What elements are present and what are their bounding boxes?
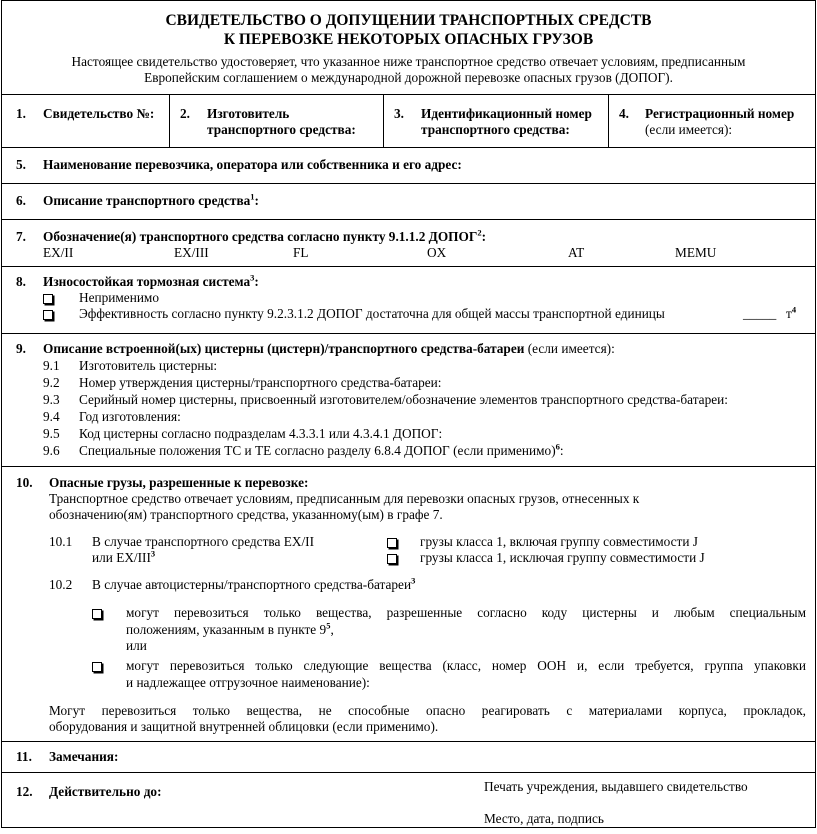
row-divider xyxy=(2,94,815,95)
option-listed-substances-line-1: могут перевозиться только следующие вещества (класс, номер ООН и, если требуется, группа упаковки xyxy=(126,658,806,673)
item-9-6-special-provisions xyxy=(79,443,564,459)
section-12-number: 12. xyxy=(16,784,33,799)
section-7-label: Обозначение(я) транспортного средства согласно пункту 9.1.1.2 ДОПОГ xyxy=(43,229,478,244)
field-1-number: 1. xyxy=(16,106,26,121)
certificate-intro xyxy=(2,54,815,86)
column-divider xyxy=(383,94,384,147)
item-9-4-number: 9.4 xyxy=(43,409,60,424)
item-9-5-text: Код цистерны согласно подразделам 4.3.3.1 или 4.3.4.1 ДОПОГ: xyxy=(79,426,443,441)
section-11-number: 11. xyxy=(16,749,32,764)
footnote-marker: 4 xyxy=(791,304,797,315)
field-3-vin-label-line-2: транспортного средства: xyxy=(421,122,570,137)
item-10-1-label-line-2 xyxy=(92,550,155,566)
checkbox-braking-sufficient[interactable] xyxy=(43,310,53,320)
option-braking-sufficient: Эффективность согласно пункту 9.2.3.1.2 ДОПОГ достаточна для общей массы транспортной единицы xyxy=(79,306,665,321)
section-10-note-line-2: оборудования и защитной внутренней облицовки (если применимо). xyxy=(49,719,439,734)
item-10-2-label-text: В случае автоцистерны/транспортного средства-батареи xyxy=(92,577,412,592)
certificate-header xyxy=(2,1,815,94)
field-3-number: 3. xyxy=(394,106,404,121)
checkbox-not-applicable[interactable] xyxy=(43,294,53,304)
item-9-1-text: Изготовитель цистерны: xyxy=(79,358,218,373)
option-tank-code-tail: , xyxy=(330,622,334,637)
row-divider xyxy=(2,333,815,334)
item-10-1-number: 10.1 xyxy=(49,534,73,549)
section-11-remarks-label: Замечания: xyxy=(49,749,119,764)
section-12-valid-until-label: Действительно до: xyxy=(49,784,162,799)
footnote-marker: 3 xyxy=(411,575,416,586)
vehicle-type-ex-iii: EX/III xyxy=(174,245,209,260)
option-tank-code-text: положениям, указанным в пункте 9 xyxy=(126,622,327,637)
row-divider xyxy=(2,266,815,267)
footnote-marker: 3 xyxy=(250,272,255,283)
item-10-1-label-line-1: В случае транспортного средства EX/II xyxy=(92,534,315,549)
section-5-number: 5. xyxy=(16,157,26,172)
field-2-manufacturer-label-line-1: Изготовитель xyxy=(207,106,290,121)
section-8-braking-system xyxy=(43,274,259,290)
label-colon: : xyxy=(559,443,564,458)
item-10-1-label-text: или EX/III xyxy=(92,550,151,565)
section-6-vehicle-description xyxy=(43,193,259,209)
option-tank-code-line-1: могут перевозиться только вещества, разрешенные согласно коду цистерны и любым специальным xyxy=(126,605,806,620)
intro-line-2: Европейским соглашением о международной дорожной перевозке опасных грузов (ДОПОГ). xyxy=(144,70,673,85)
field-4-registration-label: Регистрационный номер xyxy=(645,106,795,121)
title-line-2: К ПЕРЕВОЗКЕ НЕКОТОРЫХ ОПАСНЫХ ГРУЗОВ xyxy=(223,31,594,48)
intro-line-1: Настоящее свидетельство удостоверяет, что указанное ниже транспортное средство отвечает условиям, предписанным xyxy=(71,54,746,69)
section-10-intro-line-2: обозначению(ям) транспортного средства, указанному(ым) в графе 7. xyxy=(49,507,443,522)
vehicle-type-memu: MEMU xyxy=(675,245,717,260)
column-divider xyxy=(169,94,170,147)
section-6-number: 6. xyxy=(16,193,26,208)
unit-tonnes: т xyxy=(786,306,792,321)
label-colon: : xyxy=(254,274,259,289)
section-9-label-tail: (если имеется): xyxy=(527,341,615,356)
item-9-5-number: 9.5 xyxy=(43,426,60,441)
item-9-2-text: Номер утверждения цистерны/транспортного средства-батареи: xyxy=(79,375,442,390)
row-divider xyxy=(2,219,815,220)
section-6-label: Описание транспортного средства xyxy=(43,193,251,208)
item-9-1-number: 9.1 xyxy=(43,358,60,373)
section-8-number: 8. xyxy=(16,274,26,289)
section-10-intro-line-1: Транспортное средство отвечает условиям, предписанным для перевозки опасных грузов, отнесенных к xyxy=(49,491,640,506)
checkbox-tank-code-substances[interactable] xyxy=(92,609,102,619)
issuing-authority-stamp-label: Печать учреждения, выдавшего свидетельство xyxy=(484,779,748,794)
option-including-group-j: грузы класса 1, включая группу совместимости J xyxy=(420,534,698,549)
mass-unit xyxy=(786,306,796,322)
field-1-certificate-number-label: Свидетельство №: xyxy=(43,106,155,121)
section-8-label: Износостойкая тормозная система xyxy=(43,274,251,289)
item-9-3-number: 9.3 xyxy=(43,392,60,407)
checkbox-listed-substances[interactable] xyxy=(92,662,102,672)
checkbox-excluding-group-j[interactable] xyxy=(387,554,397,564)
row-divider xyxy=(2,183,815,184)
title-line-1: СВИДЕТЕЛЬСТВО О ДОПУЩЕНИИ ТРАНСПОРТНЫХ СРЕДСТВ xyxy=(165,12,652,29)
option-listed-substances-line-2: и надлежащее отгрузочное наименование): xyxy=(126,675,370,690)
column-divider xyxy=(608,94,609,147)
certificate-form xyxy=(1,0,816,828)
mass-blank-field[interactable]: _____ xyxy=(743,306,777,321)
footnote-marker: 5 xyxy=(326,620,331,631)
footnote-marker: 6 xyxy=(555,441,560,452)
certificate-title xyxy=(2,1,815,49)
option-tank-code-line-2 xyxy=(126,622,334,638)
field-2-number: 2. xyxy=(180,106,190,121)
section-10-note-line-1: Могут перевозиться только вещества, не способные опасно реагировать с материалами корпуса, прокладок, xyxy=(49,703,806,718)
section-9-label: Описание встроенной(ых) цистерны (цистерн)/транспортного средства-батареи xyxy=(43,341,525,356)
item-9-3-text: Серийный номер цистерны, присвоенный изготовителем/обозначение элементов транспортного средства-батареи: xyxy=(79,392,728,407)
vehicle-type-at: AT xyxy=(568,245,585,260)
row-divider xyxy=(2,741,815,742)
section-7-designation xyxy=(43,229,486,245)
field-4-number: 4. xyxy=(619,106,629,121)
checkbox-including-group-j[interactable] xyxy=(387,538,397,548)
section-10-number: 10. xyxy=(16,475,33,490)
label-colon: : xyxy=(481,229,487,244)
item-9-2-number: 9.2 xyxy=(43,375,60,390)
vehicle-type-ox: OX xyxy=(427,245,447,260)
item-9-6-number: 9.6 xyxy=(43,443,60,458)
option-not-applicable: Неприменимо xyxy=(79,290,159,305)
footnote-marker: 3 xyxy=(150,548,156,559)
row-divider xyxy=(2,772,815,773)
section-10-label: Опасные грузы, разрешенные к перевозке: xyxy=(49,475,309,490)
place-date-signature-label: Место, дата, подпись xyxy=(484,811,604,826)
label-colon: : xyxy=(254,193,259,208)
footnote-marker: 1 xyxy=(250,191,255,202)
option-excluding-group-j: грузы класса 1, исключая группу совместимости J xyxy=(420,550,705,565)
field-3-vin-label-line-1: Идентификационный номер xyxy=(421,106,592,121)
field-2-manufacturer-label-line-2: транспортного средства: xyxy=(207,122,356,137)
footnote-marker: 2 xyxy=(477,227,482,238)
vehicle-type-ex-ii: EX/II xyxy=(43,245,74,260)
section-5-label: Наименование перевозчика, оператора или собственника и его адрес: xyxy=(43,157,462,172)
item-10-2-number: 10.2 xyxy=(49,577,73,592)
or-separator: или xyxy=(126,638,147,653)
section-7-number: 7. xyxy=(16,229,26,244)
row-divider xyxy=(2,147,815,148)
vehicle-type-fl: FL xyxy=(293,245,309,260)
item-9-4-text: Год изготовления: xyxy=(79,409,181,424)
field-4-registration-note: (если имеется): xyxy=(645,122,733,137)
item-9-6-text: Специальные положения TC и TE согласно разделу 6.8.4 ДОПОГ (если применимо) xyxy=(79,443,556,458)
section-9-heading xyxy=(43,341,615,357)
section-9-number: 9. xyxy=(16,341,26,356)
item-10-2-label xyxy=(92,577,415,593)
row-divider xyxy=(2,466,815,467)
